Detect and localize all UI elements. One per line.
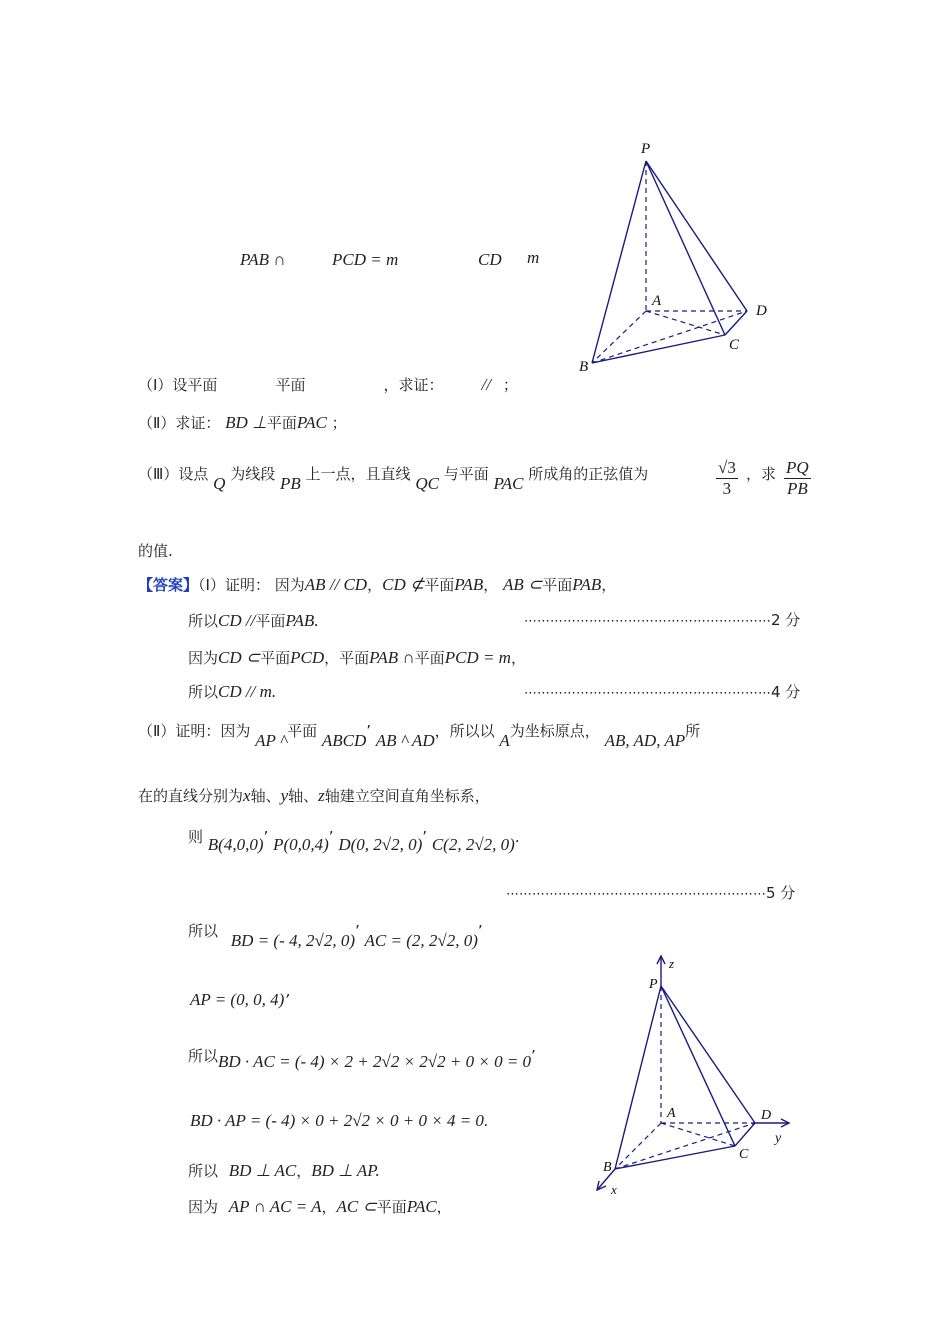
l6-y: y — [280, 786, 289, 805]
answer-p1-math5: PAB — [572, 575, 602, 594]
stem-fragment-m: m — [527, 248, 540, 267]
p2-text2: 平面 — [287, 722, 318, 740]
answer-line13: 所以 BD ⊥ AC，BD ⊥ AP. — [188, 1161, 380, 1180]
vector-ac: AC = (2, 2√2, 0) — [364, 931, 478, 950]
part1-parallel: // — [481, 375, 491, 394]
answer-p1-text3: 平面 — [542, 576, 573, 594]
l13-math2: BD ⊥ AP — [311, 1161, 376, 1180]
leader-dots: ⋯⋯⋯⋯⋯⋯⋯⋯⋯⋯⋯⋯⋯⋯⋯⋯⋯⋯⋯ — [524, 686, 771, 701]
answer-p1-comma: ， — [601, 576, 617, 594]
answer-line3 — [188, 647, 526, 668]
answer-line4 — [188, 681, 276, 702]
answer-p1-label: （Ⅰ）证明： — [198, 576, 270, 594]
coord-b: B(4,0,0) — [207, 835, 264, 854]
part2-line — [138, 412, 347, 433]
l4-math1: CD // m — [218, 682, 272, 701]
part3-text5: 所成角的正弦值为 — [528, 465, 649, 483]
score-line-5 — [506, 882, 795, 903]
answer-line12 — [190, 1111, 489, 1131]
edge-pc — [661, 986, 735, 1146]
stem-fragment-pab-cap: PAB ∩ — [240, 250, 286, 269]
pyramid-figure — [570, 135, 790, 380]
answer-line1: 【答案】（Ⅰ）证明： 因为AB // CD，CD ⊄平面PAB， AB ⊂平面PAB， — [138, 575, 617, 594]
part3-text4: 与平面 — [443, 465, 489, 483]
answer-p1-text1: 因为 — [274, 576, 305, 594]
part3-text6: ，求 — [746, 465, 777, 483]
answer-line11: 所以BD · AC = (- 4) × 2 + 2√2 × 2√2 + 0 × 0 = 0’ — [188, 1047, 536, 1071]
l7-dot: . — [514, 828, 520, 846]
part3-qc: QC — [415, 474, 439, 493]
answer-line9: 所以 BD = (- 4, 2√2, 0)’ AC = (2, 2√2, 0)’ — [188, 922, 483, 950]
l3-math2: PCD — [290, 648, 325, 667]
l6-z: z — [318, 786, 325, 805]
stem-fragment-cd: CD — [478, 250, 502, 269]
l3-text2: 平面 — [260, 649, 291, 667]
p2-label: （Ⅱ）证明：因为 — [138, 722, 251, 740]
part2-text2: 平面 — [266, 414, 297, 432]
coord-p: P(0,0,4) — [273, 835, 329, 854]
l3-text4: 平面 — [414, 649, 445, 667]
part1-line — [138, 374, 518, 395]
answer-p1-math2: CD ⊄ — [382, 575, 425, 594]
part3-ratio-fraction — [784, 458, 811, 499]
edge-ac-hidden — [661, 1123, 735, 1146]
l3-text1: 因为 — [188, 649, 219, 667]
label-p: P — [649, 977, 658, 992]
stem-fragment-pcd-m: PCD = m — [332, 250, 399, 269]
l2-text1: 所以 — [188, 612, 219, 630]
label-d: D — [761, 1108, 772, 1123]
score-4: 4 分 — [771, 683, 801, 701]
answer-line14: 因为 AP ∩ AC = A，AC ⊂平面PAC， — [188, 1197, 452, 1216]
edge-pb — [592, 161, 646, 363]
vector-ap: AP = (0, 0, 4) — [190, 990, 285, 1009]
part3-text7: 的值. — [138, 542, 173, 560]
edge-pd — [646, 161, 747, 311]
score-5: 5 分 — [766, 884, 796, 902]
answer-line7: 则 B(4,0,0)’ P(0,0,4)’ D(0, 2√2, 0)’ C(2, 2√2, 0). — [188, 828, 520, 854]
label-a: A — [667, 1106, 676, 1121]
part1-text2: 平面 — [275, 376, 306, 394]
part2-label: （Ⅱ）求证： — [138, 414, 221, 432]
l14-math3: PAC — [406, 1197, 437, 1216]
edge-bd-hidden — [592, 311, 747, 363]
l6-text: 在的直线分别为 — [138, 787, 244, 805]
sine-numerator: √3 — [718, 458, 736, 477]
answer-tag: 【答案】 — [138, 576, 199, 594]
part3-text2: 为线段 — [230, 465, 276, 483]
edge-bc — [592, 335, 725, 363]
p2-math5: AB, AD, AP — [604, 731, 686, 750]
l3-math4: PCD = m — [444, 648, 511, 667]
score-line-4 — [524, 681, 800, 702]
coord-d: D(0, 2√2, 0) — [338, 835, 423, 854]
l4-dot: . — [271, 682, 277, 701]
label-y: y — [775, 1131, 782, 1146]
l4-text1: 所以 — [188, 683, 219, 701]
p2-math1: AP ^ — [255, 731, 288, 750]
edge-pd — [661, 986, 755, 1123]
part3-sine-fraction — [716, 458, 738, 499]
part3-text3: 上一点，且直线 — [305, 465, 411, 483]
edge-cd — [725, 311, 747, 335]
l14-comma: ， — [436, 1198, 452, 1216]
answer-p1-text2: 平面 — [424, 576, 455, 594]
part3-q: Q — [213, 474, 226, 493]
l2-text2: 平面 — [255, 612, 286, 630]
answer-line10: AP = (0, 0, 4)’ — [190, 990, 290, 1009]
l2-dot: . — [314, 611, 319, 630]
l13-dot: . — [375, 1161, 380, 1180]
l6-text4: 轴建立空间直角坐标系， — [324, 787, 490, 805]
l3-math3: PAB ∩ — [369, 648, 415, 667]
l3-math1: CD ⊂ — [218, 648, 261, 667]
leader-dots: ⋯⋯⋯⋯⋯⋯⋯⋯⋯⋯⋯⋯⋯⋯⋯⋯⋯⋯⋯ — [524, 614, 771, 629]
p2-math3: AB ^ AD — [375, 731, 435, 750]
l13-text1: 所以 — [188, 1162, 219, 1180]
part2-math-pac: PAC — [296, 413, 327, 432]
answer-p1-math4: AB ⊂ — [503, 575, 543, 594]
score-2: 2 分 — [771, 611, 801, 629]
part2-math-bd: BD ⊥ — [225, 413, 267, 432]
dot-product-bd-ap: BD · AP = (- 4) × 0 + 2√2 × 0 + 0 × 4 = 0 — [190, 1111, 484, 1130]
l6-text3: 轴、 — [288, 787, 319, 805]
label-z: z — [669, 956, 675, 971]
l3-comma: ， — [510, 649, 526, 667]
l2-math2: PAB — [285, 611, 315, 630]
label-c: C — [739, 1147, 749, 1162]
l14-text2: 平面 — [376, 1198, 407, 1216]
p2-text4: 为坐标原点， — [509, 722, 600, 740]
part1-text5: ； — [502, 376, 518, 394]
vector-bd: BD = (- 4, 2√2, 0) — [230, 931, 355, 950]
label-b: B — [603, 1160, 612, 1175]
part1-text3: ，求证： — [383, 376, 444, 394]
answer-p1-math3: PAB — [454, 575, 484, 594]
label-p: P — [641, 141, 651, 157]
l14-text1: 因为 — [188, 1198, 219, 1216]
coord-c: C(2, 2√2, 0) — [431, 835, 515, 854]
answer-part2-line: （Ⅱ）证明：因为 AP ^平面 ABCD’ AB ^ AD，所以以 A为坐标原点， AB, AD, AP所 — [138, 722, 701, 750]
p2-text3: ，所以以 — [434, 722, 495, 740]
l2-math1: CD // — [218, 611, 256, 630]
edge-pb — [615, 986, 661, 1169]
label-d: D — [756, 303, 767, 319]
part3-line — [138, 463, 649, 493]
l6-text2: 轴、 — [250, 787, 281, 805]
ratio-denominator: PB — [786, 479, 808, 498]
l3-text3: ，平面 — [324, 649, 370, 667]
dot-product-bd-ac: BD · AC = (- 4) × 2 + 2√2 × 2√2 + 0 × 0 = 0 — [218, 1052, 532, 1071]
answer-p1-math1: AB // CD — [304, 575, 368, 594]
part3-pb: PB — [279, 474, 301, 493]
l12-dot: . — [483, 1112, 489, 1130]
part3-label: （Ⅲ）设点 — [138, 465, 209, 483]
label-x: x — [611, 1182, 617, 1197]
sine-denominator: 3 — [722, 479, 732, 498]
part3-pac: PAC — [493, 474, 524, 493]
answer-line6 — [138, 785, 490, 806]
l6-x: x — [243, 786, 251, 805]
l14-math2: AC ⊂ — [336, 1197, 377, 1216]
label-b: B — [579, 359, 589, 375]
l13-math1: BD ⊥ AC — [228, 1161, 297, 1180]
label-c: C — [729, 337, 740, 353]
edge-ac-hidden — [646, 311, 725, 335]
pyramid-axes-figure — [585, 950, 805, 1200]
p2-text5: 所 — [685, 722, 701, 740]
l7-text1: 则 — [188, 828, 204, 846]
edge-ab-hidden — [592, 311, 646, 363]
label-a: A — [652, 293, 662, 309]
answer-line2 — [188, 610, 319, 631]
ratio-numerator: PQ — [786, 458, 809, 477]
l11-text1: 所以 — [188, 1047, 219, 1065]
score-line-2 — [524, 609, 800, 630]
part2-text3: ； — [331, 414, 347, 432]
leader-dots: ⋯⋯⋯⋯⋯⋯⋯⋯⋯⋯⋯⋯⋯⋯⋯⋯⋯⋯⋯⋯ — [506, 887, 766, 902]
l14-math1: AP ∩ AC = A — [228, 1197, 322, 1216]
p2-math4: A — [499, 731, 510, 750]
part1-label: （Ⅰ）设平面 — [138, 376, 218, 394]
p2-math2: ABCD — [321, 731, 367, 750]
l9-text1: 所以 — [188, 922, 219, 940]
